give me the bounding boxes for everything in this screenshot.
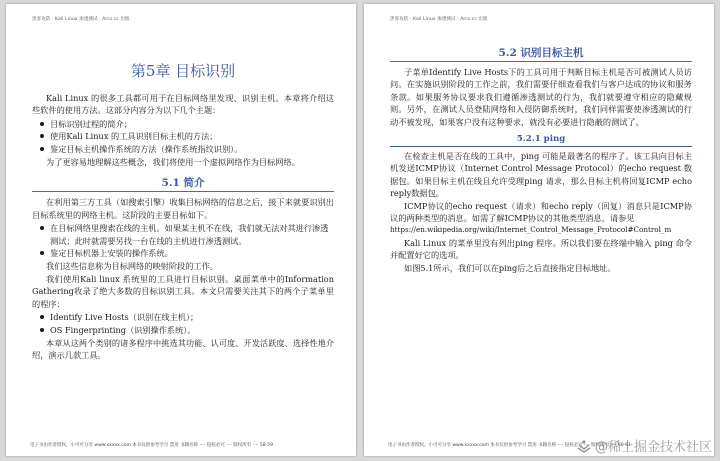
list-item: Identify Live Hosts（识别在线主机）；	[40, 311, 334, 323]
section-title: 5.2 识别目标主机	[390, 46, 692, 62]
bullet-icon	[40, 315, 44, 319]
watermark	[577, 436, 712, 455]
list-item: 在目标网络里搜索在线的主机。如果某主机不在线，我们就无法对其进行渗透测试；此时就需要另找一台在线的主机进行渗透测试。	[40, 222, 334, 247]
submenu-bullet-list	[40, 311, 334, 336]
right-page	[364, 4, 714, 456]
bullet-icon	[40, 147, 44, 151]
left-page	[6, 4, 356, 456]
chapter-title: 第5章 目标识别	[130, 62, 236, 80]
section-title: 5.1 简介	[32, 176, 334, 192]
running-footer: 电子书由作者授权，小可可分享 www.xxxxx.com 本书仅供参考学习 禁用 书籍名称 ···· 侵权必究 ···· 版权所有 ···· 60-61	[388, 443, 631, 448]
list-item: OS Fingerprinting（识别操作系统）。	[40, 324, 334, 336]
list-item: 鉴定目标机器上安装的操作系统。	[40, 247, 334, 259]
intro-after-paragraph: 为了更容易地理解这些概念，我们将使用一个虚拟网络作为目标网络。	[46, 157, 300, 168]
section-underline	[390, 61, 692, 62]
running-header: 黑客攻防 · Kali Linux 渗透测试 · Arcs.cc 出版	[390, 17, 488, 22]
juejin-logo-icon	[577, 439, 591, 453]
list-item: 使用Kali Linux 的工具识别目标主机的方法；	[40, 130, 334, 142]
section-bullet-list	[40, 222, 334, 259]
list-item: 鉴定目标主机操作系统的方法（操作系统指纹识别）。	[40, 143, 334, 155]
bullet-icon	[40, 122, 44, 126]
right-paragraph-5: 如图5.1所示，我们可以在ping后之后直接指定目标地址。	[404, 262, 616, 273]
right-paragraph-2: 在检查主机是否在线的工具中，ping 可能是最著名的程序了。该工具向目标主机发送ICMP协议（Internet Control Message Protocol）的echo request 数据包。如果目标主机在线且允许受理ping 请求，那么目标主机将回复ICMP echo reply数据包。	[390, 151, 692, 199]
bullet-icon	[40, 226, 44, 230]
section-paragraph-2: 我们这些信息称为目标网络的映射阶段的工作。	[46, 261, 218, 272]
right-paragraph-4: Kali Linux 的菜单里没有列出ping 程序。所以我们要在终端中输入 ping 命令并配置好它的选项。	[390, 237, 692, 261]
section-paragraph-4: 本章从这两个类别的诸多程序中挑选其功能、认可度、开发活跃度、选择性地介绍，演示几款工具。	[32, 337, 334, 361]
watermark-text: @稀土掘金技术社区	[594, 440, 712, 455]
left-page-body	[32, 48, 334, 432]
intro-bullet-list	[40, 118, 334, 155]
running-footer: 电子书由作者授权，小可可分享 www.xxxxx.com 本书仅供参考学习 禁用 书籍名称 ···· 侵权必究 ···· 版权所有 ···· 58-59	[30, 443, 273, 448]
right-paragraph-1: 子菜单Identify Live Hosts下的工具可用于判断目标主机是否可被测试人员访问。在实施识别阶段的工作之前，我们需要仔细查看我们与客户达成的协议和服务条款。如果服务协议要求我们遵循渗透测试的行为，我们就要遵守相应的隐藏规则。另外，在测试人员登陆网络和入侵防御系统时，我们同样需要使渗透测试的行动不被发现，如果客户没有这种要求，就没有必要进行隐蔽的测试了。	[390, 67, 692, 127]
section-underline	[32, 191, 334, 192]
subsection-title: 5.2.1 ping	[390, 133, 692, 147]
section-paragraph-1: 在利用第三方工具（如搜索引擎）收集目标网络的信息之后，接下来就要识别出目标系统里的网络主机。这阶段的主要目标如下。	[32, 197, 334, 220]
right-paragraph-3: ICMP协议的echo request（请求）和echo reply（回复）消息只是ICMP协议的两种类型的消息。如需了解ICMP协议的其他类型消息，请参见	[390, 200, 692, 224]
intro-paragraph: Kali Linux 的很多工具都可用于在目标网络里发现、识别主机。本章将介绍这些软件的使用方法。这部分内容分为以下几个主题：	[32, 93, 334, 116]
running-header: 黑客攻防 · Kali Linux 渗透测试 · Arcs.cc 出版	[32, 17, 130, 22]
reference-url[interactable]: https://en.wikipedia.org/wiki/Internet_Control_Message_Protocol#Control_m	[390, 225, 672, 235]
bullet-icon	[40, 251, 44, 255]
subsection-underline	[390, 146, 692, 147]
bullet-icon	[40, 328, 44, 332]
bullet-icon	[40, 134, 44, 138]
right-page-body	[390, 38, 692, 432]
section-paragraph-3: 我们使用Kali linux 系统里的工具进行目标识别。桌面菜单中的Information Gathering收录了绝大多数的目标识别工具。本文只需要关注其下的两个子菜单里的程序：	[32, 273, 334, 309]
list-item: 目标识别过程的简介；	[40, 118, 334, 130]
